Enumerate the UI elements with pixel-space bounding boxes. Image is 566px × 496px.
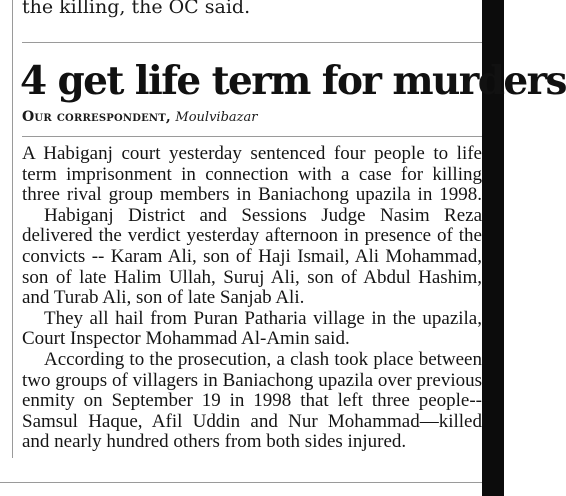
article-headline: 4 get life term for murders [20, 58, 566, 104]
article-separator [22, 42, 482, 43]
column-divider [12, 0, 13, 458]
body-line: son of late Halim Ullah, Suruj Ali, son of Abdul Hashim, [22, 266, 482, 288]
body-line: delivered the verdict yesterday afternoon in presence of the [22, 225, 482, 247]
body-line: A Habiganj court yesterday sentenced four people to life [22, 143, 482, 164]
bottom-divider [0, 482, 482, 483]
body-line: two groups of villagers in Baniachong upazila over previous [22, 369, 482, 391]
byline [22, 108, 257, 127]
body-line: term imprisonment in connection with a case for killing [22, 163, 482, 185]
body-line: They all hail from Puran Patharia village in the upazila, [44, 307, 482, 329]
byline-divider [22, 136, 482, 137]
body-line: Court Inspector Mohammad Al-Amin said. [22, 328, 350, 350]
byline-place: Moulvibazar [175, 110, 258, 125]
body-line: According to the prosecution, a clash took place between [44, 348, 482, 370]
article-body [22, 144, 482, 453]
body-line: convicts -- Karam Ali, son of Haji Ismail, Ali Mohammad, [22, 245, 482, 267]
body-line: enmity on September 19 in 1998 that left three people-- [22, 390, 482, 412]
body-line: Habiganj District and Sessions Judge Nasim Reza [44, 204, 482, 226]
body-line: and nearly hundred others from both sides injured. [22, 431, 407, 453]
body-line: and Turab Ali, son of late Sanjab Ali. [22, 287, 305, 309]
byline-role: Our correspondent, [22, 109, 171, 125]
body-line: Samsul Haque, Afil Uddin and Nur Mohammad—killed [22, 410, 482, 432]
previous-article-tail: the killing, the OC said. [22, 0, 251, 18]
body-line: three rival group members in Baniachong upazila in 1998. [22, 184, 482, 206]
